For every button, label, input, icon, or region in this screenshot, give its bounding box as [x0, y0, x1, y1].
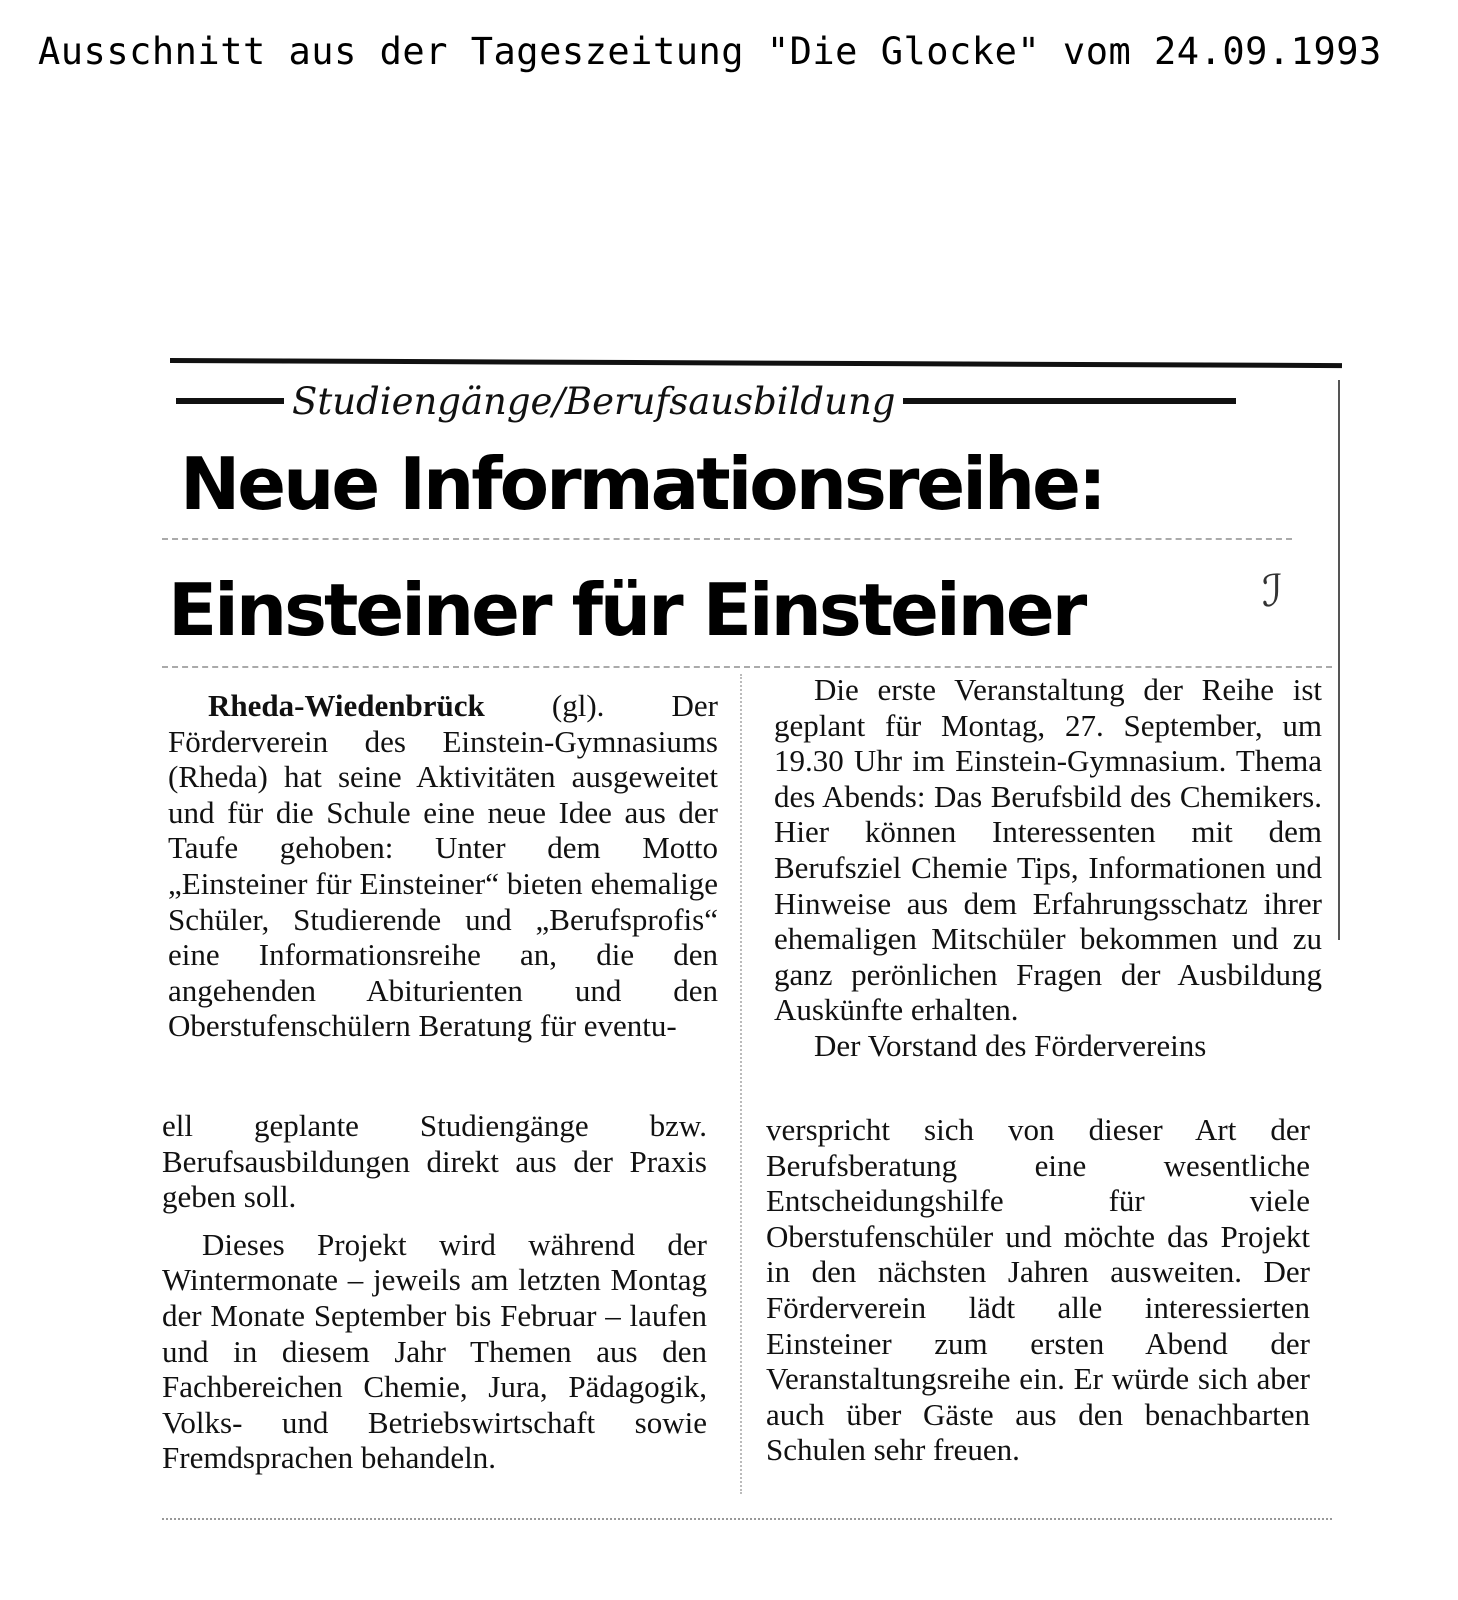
article-column-2-bottom — [766, 1112, 1310, 1468]
document-caption: Ausschnitt aus der Tageszeitung "Die Glocke" vom 24.09.1993 — [38, 30, 1382, 73]
rubric-text: Studiengänge/Berufsausbildung — [292, 379, 896, 423]
article-column-1-bottom — [162, 1108, 707, 1476]
article-paragraph: verspricht sich von dieser Art der Berufsberatung eine wesentliche Entscheidungshilfe für viele Oberstufenschüler und möchte das Projekt in den nächsten Jahren ausweiten. Der Förderverein lädt alle interessierten Einsteiner zum ersten Abend der Veranstaltungsreihe ein. Er würde sich aber auch über Gäste aus den benachbarten Schulen sehr freuen. — [766, 1112, 1310, 1468]
fold-line — [162, 538, 1292, 540]
column-separator — [740, 674, 742, 1494]
rubric-rule-right — [903, 398, 1236, 404]
handwritten-mark-icon: ℐ — [1262, 566, 1283, 617]
article-paragraph — [168, 688, 718, 1044]
clipping-top-rule — [170, 358, 1342, 368]
article-paragraph: ell geplante Studiengänge bzw. Berufsausbildungen direkt aus der Praxis geben soll. — [162, 1108, 707, 1215]
article-paragraph: Dieses Projekt wird während der Wintermonate – jeweils am letzten Montag der Monate September bis Februar – laufen und in diesem Jahr Themen aus den Fachbereichen Chemie, Jura, Pädagogik, Volks- und Betriebswirtschaft sowie Fremdsprachen behandeln. — [162, 1226, 707, 1476]
article-column-1-top — [168, 688, 718, 1044]
headline-line-1: Neue Informationsreihe: — [180, 442, 1104, 526]
dateline: Rheda-Wiedenbrück — [208, 688, 485, 723]
headline-underline — [162, 666, 1332, 668]
headline-line-2: Einsteiner für Einsteiner — [168, 568, 1085, 652]
newspaper-clipping — [162, 358, 1342, 1528]
clipping-bottom-edge — [162, 1518, 1332, 1520]
article-paragraph: Der Vorstand des Fördervereins — [814, 1027, 1207, 1063]
section-rubric — [176, 376, 1236, 426]
rubric-rule-left — [176, 398, 284, 404]
article-column-2-top — [774, 672, 1322, 1064]
clipping-right-edge — [1338, 380, 1340, 940]
article-text: (gl). Der Förderverein des Einstein-Gymnasiums (Rheda) hat seine Aktivitäten ausgeweitet und für die Schule eine neue Idee aus der Taufe gehoben: Unter dem Motto „Einsteiner für Einsteiner“ bieten ehemalige Schüler, Studierende und „Berufsprofis“ eine Informationsreihe an, die den angehenden Abiturienten und den Oberstufenschülern Beratung für eventu- — [168, 688, 718, 1044]
article-paragraph: Die erste Veranstaltung der Reihe ist geplant für Montag, 27. September, um 19.30 Uhr im Einstein-Gymnasium. Thema des Abends: Das Berufsbild des Chemikers. Hier können Interessenten mit dem Berufsziel Chemie Tips, Informationen und Hinweise aus dem Erfahrungsschatz ihrer ehemaligen Mitschüler bekommen und zu ganz perönlichen Fragen der Ausbildung Auskünfte erhalten. — [774, 672, 1322, 1028]
